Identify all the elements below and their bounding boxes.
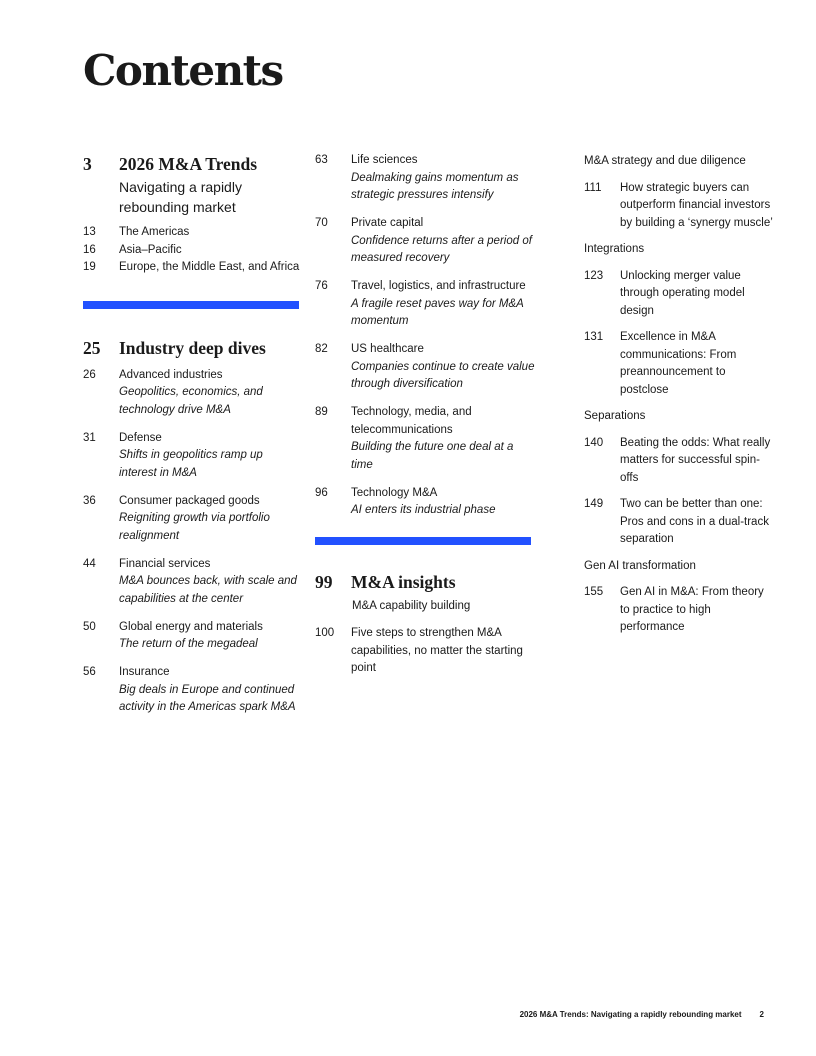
entry-title: How strategic buyers can outperform financial investors by building a ‘synergy muscle’ (620, 181, 773, 229)
entry-title: Private capital (351, 217, 424, 229)
entry-page-number: 123 (584, 269, 604, 282)
entry-title: Global energy and materials (119, 620, 263, 633)
section-divider-bar (315, 537, 531, 545)
section-page-number: 3 (83, 154, 92, 174)
entry-description: Reigniting growth via portfolio realignment (119, 512, 270, 542)
entry-description: Building the future one deal at a time (351, 441, 514, 471)
entry-description: Geopolitics, economics, and technology drive M&A (119, 386, 263, 416)
entry-page-number: 13 (83, 226, 96, 238)
entry-title: US healthcare (351, 343, 424, 355)
entry-description: M&A bounces back, with scale and capabilities at the center (119, 575, 297, 605)
entry-title: Five steps to strengthen M&A capabilities, no matter the starting point (351, 627, 523, 674)
group-label: Separations (584, 410, 646, 422)
toc-entry[interactable] (584, 268, 774, 321)
toc-entry-americas[interactable] (83, 224, 303, 242)
section-title: Industry deep dives (119, 337, 266, 358)
industry-list-continued (315, 152, 535, 520)
entry-title: Consumer packaged goods (119, 494, 260, 507)
entry-title: Technology, media, and telecommunications (351, 406, 472, 436)
entry-title: Asia–Pacific (119, 243, 182, 256)
section-title: M&A insights (351, 571, 456, 592)
toc-entry[interactable] (315, 485, 535, 520)
entry-title: Defense (119, 431, 162, 444)
entry-page-number: 70 (315, 217, 328, 229)
toc-entry[interactable] (83, 493, 303, 546)
entry-description: Dealmaking gains momentum as strategic pressures intensify (351, 171, 519, 201)
entry-title: Europe, the Middle East, and Africa (119, 261, 300, 273)
entry-page-number: 31 (83, 431, 96, 444)
section-title: 2026 M&A Trends (119, 154, 258, 174)
page-title: Contents (83, 46, 283, 95)
entry-title: Travel, logistics, and infrastructure (351, 280, 526, 292)
entry-description: Companies continue to create value through diversification (351, 360, 535, 390)
entry-description: The return of the megadeal (119, 638, 258, 650)
footer-page-number: 2 (759, 1010, 764, 1019)
group-label: Gen AI transformation (584, 559, 696, 572)
section-industry-heading[interactable] (83, 336, 303, 360)
toc-entry[interactable] (315, 341, 535, 394)
toc-entry[interactable] (83, 556, 303, 609)
entry-title: Advanced industries (119, 368, 223, 381)
entry-page-number: 100 (315, 627, 335, 639)
region-list (83, 224, 303, 277)
entry-title: Unlocking merger value through operating model design (620, 269, 745, 317)
group-label: M&A strategy and due diligence (584, 155, 746, 167)
toc-entry[interactable] (584, 180, 774, 233)
entry-page-number: 50 (83, 620, 96, 633)
entry-page-number: 44 (83, 557, 96, 570)
entry-page-number: 36 (83, 494, 96, 507)
section-trends-heading[interactable] (83, 152, 303, 176)
toc-entry-emea[interactable] (83, 259, 303, 277)
entry-page-number: 96 (315, 486, 328, 499)
page-footer (520, 1010, 764, 1019)
toc-entry[interactable] (315, 215, 535, 268)
toc-entry[interactable] (83, 430, 303, 483)
toc-entry[interactable] (584, 584, 774, 637)
entry-description: Shifts in geopolitics ramp up interest in M&A (119, 449, 263, 479)
entry-page-number: 56 (83, 666, 96, 678)
toc-entry[interactable] (83, 664, 303, 717)
entry-title: Two can be better than one: Pros and cons in a dual-track separation (620, 498, 769, 545)
contents-column-1 (83, 152, 303, 727)
entry-title: Life sciences (351, 154, 418, 166)
entry-description: Big deals in Europe and continued activity in the Americas spark M&A (119, 683, 296, 713)
entry-title: Technology M&A (351, 486, 438, 499)
entry-description: Confidence returns after a period of measured recovery (351, 234, 532, 264)
footer-title: 2026 M&A Trends: Navigating a rapidly rebounding market (519, 1010, 742, 1019)
toc-entry[interactable] (584, 435, 774, 488)
contents-column-2 (315, 152, 535, 688)
section-page-number: 25 (83, 337, 101, 358)
entry-page-number: 140 (584, 436, 604, 449)
toc-entry[interactable] (315, 152, 535, 205)
toc-entry-asia-pacific[interactable] (83, 242, 303, 260)
toc-entry[interactable] (315, 625, 535, 678)
section-insights-heading[interactable] (315, 570, 535, 594)
toc-entry[interactable] (584, 496, 774, 549)
entry-title: Gen AI in M&A: From theory to practice to high performance (620, 586, 764, 633)
entry-page-number: 89 (315, 406, 328, 418)
toc-entry[interactable] (315, 278, 535, 331)
industry-list (83, 367, 303, 717)
entry-title: Excellence in M&A communications: From preannouncement to postclose (620, 331, 737, 396)
section-subtitle: Navigating a rapidly rebounding market (119, 179, 242, 215)
group-label: Integrations (584, 243, 645, 255)
entry-page-number: 131 (584, 331, 604, 343)
contents-column-3 (584, 152, 774, 646)
group-label: M&A capability building (352, 599, 471, 612)
entry-page-number: 76 (315, 280, 328, 292)
entry-page-number: 149 (584, 498, 604, 510)
entry-title: Beating the odds: What really matters for successful spin-offs (620, 436, 771, 484)
section-divider-bar (83, 301, 299, 309)
entry-page-number: 63 (315, 154, 328, 166)
toc-entry[interactable] (83, 619, 303, 654)
toc-entry[interactable] (83, 367, 303, 420)
toc-entry[interactable] (584, 329, 774, 399)
section-page-number: 99 (315, 571, 333, 592)
entry-page-number: 26 (83, 368, 96, 381)
entry-page-number: 16 (83, 243, 96, 256)
entry-description: A fragile reset paves way for M&A momentum (351, 297, 524, 327)
entry-page-number: 19 (83, 261, 96, 273)
entry-page-number: 155 (584, 586, 604, 598)
entry-page-number: 111 (584, 181, 602, 194)
toc-entry[interactable] (315, 404, 535, 474)
entry-page-number: 82 (315, 343, 328, 355)
entry-description: AI enters its industrial phase (351, 504, 496, 516)
entry-title: Financial services (119, 557, 211, 570)
entry-title: The Americas (119, 226, 190, 238)
entry-title: Insurance (119, 666, 170, 678)
